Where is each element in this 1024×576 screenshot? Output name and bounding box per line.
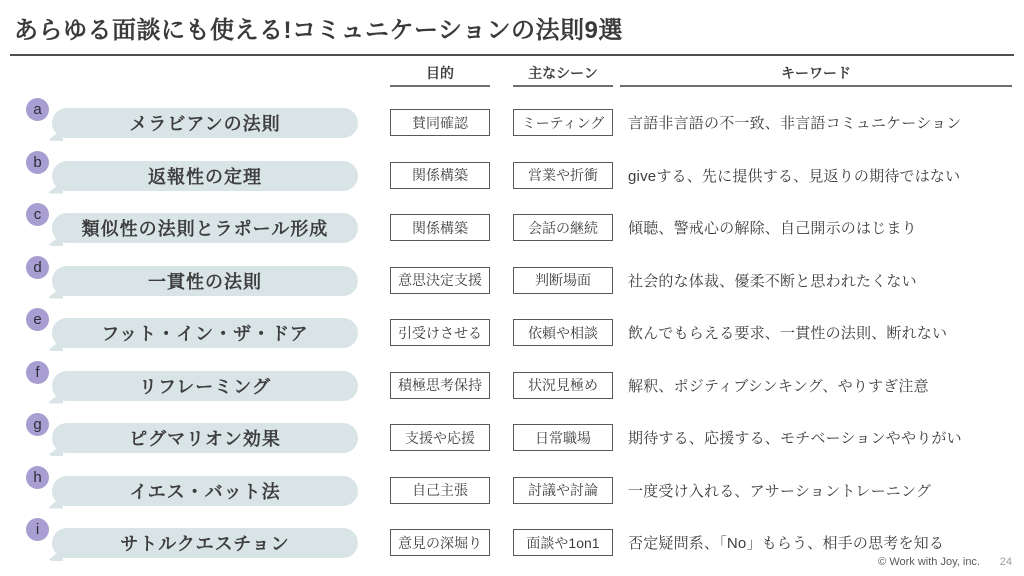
purpose-box: 意見の深堀り: [390, 529, 490, 556]
page-number: 24: [999, 556, 1012, 568]
row-letter-badge: d: [26, 256, 49, 279]
column-header-purpose: 目的: [390, 64, 490, 87]
purpose-box: 関係構築: [390, 214, 490, 241]
table-row: [0, 201, 1024, 254]
keywords-text: 傾聴、警戒心の解除、自己開示のはじまり: [628, 220, 917, 237]
column-header-keyword: キーワード: [620, 64, 1012, 87]
row-letter-badge: a: [26, 98, 49, 121]
row-letter-badge: g: [26, 413, 49, 436]
row-letter-badge: e: [26, 308, 49, 331]
law-name-pill: ピグマリオン効果: [52, 423, 358, 453]
column-header-scene: 主なシーン: [513, 64, 613, 87]
table-row: [0, 149, 1024, 202]
scene-box: 日常職場: [513, 424, 613, 451]
table-row: [0, 254, 1024, 307]
row-letter-badge: c: [26, 203, 49, 226]
row-letter-badge: b: [26, 151, 49, 174]
keywords-text: 言語非言語の不一致、非言語コミュニケーション: [628, 115, 962, 132]
table-row: [0, 306, 1024, 359]
purpose-box: 賛同確認: [390, 109, 490, 136]
purpose-box: 関係構築: [390, 162, 490, 189]
law-name-pill: 一貫性の法則: [52, 266, 358, 296]
title-underline: [10, 54, 1014, 56]
keywords-text: 否定疑問系、「No」もらう、相手の思考を知る: [628, 535, 945, 552]
scene-box: 判断場面: [513, 267, 613, 294]
scene-box: 面談や1on1: [513, 529, 613, 556]
scene-box: 討議や討論: [513, 477, 613, 504]
law-name-pill: リフレーミング: [52, 371, 358, 401]
table-row: [0, 464, 1024, 517]
row-letter-badge: f: [26, 361, 49, 384]
scene-box: 依頼や相談: [513, 319, 613, 346]
keywords-text: giveする、先に提供する、見返りの期待ではない: [628, 167, 961, 185]
scene-box: 会話の継続: [513, 214, 613, 241]
keywords-text: 社会的な体裁、優柔不断と思われたくない: [628, 272, 917, 290]
row-letter-badge: i: [26, 518, 49, 541]
law-name-pill: 類似性の法則とラポール形成: [52, 213, 358, 243]
scene-box: ミーティング: [513, 109, 613, 136]
page-title: あらゆる面談にも使える!コミュニケーションの法則9選: [14, 17, 623, 44]
scene-box: 営業や折衝: [513, 162, 613, 189]
purpose-box: 自己主張: [390, 477, 490, 504]
keywords-text: 期待する、応援する、モチベーションややりがい: [628, 430, 962, 447]
keywords-text: 一度受け入れる、アサーショントレーニング: [628, 482, 932, 500]
table-row: [0, 96, 1024, 149]
law-name-pill: メラビアンの法則: [52, 108, 358, 138]
law-name-pill: フット・イン・ザ・ドア: [52, 318, 358, 348]
purpose-box: 支援や応援: [390, 424, 490, 451]
keywords-text: 解釈、ポジティブシンキング、やりすぎ注意: [628, 377, 929, 395]
purpose-box: 引受けさせる: [390, 319, 490, 346]
table-row: [0, 359, 1024, 412]
row-letter-badge: h: [26, 466, 49, 489]
scene-box: 状況見極め: [513, 372, 613, 399]
copyright-text: © Work with Joy, inc.: [878, 556, 980, 568]
law-name-pill: サトルクエスチョン: [52, 528, 358, 558]
table-row: [0, 516, 1024, 569]
purpose-box: 意思決定支援: [390, 267, 490, 294]
law-name-pill: イエス・バット法: [52, 476, 358, 506]
table-row: [0, 411, 1024, 464]
purpose-box: 積極思考保持: [390, 372, 490, 399]
law-name-pill: 返報性の定理: [52, 161, 358, 191]
keywords-text: 飲んでもらえる要求、一貫性の法則、断れない: [628, 325, 948, 342]
